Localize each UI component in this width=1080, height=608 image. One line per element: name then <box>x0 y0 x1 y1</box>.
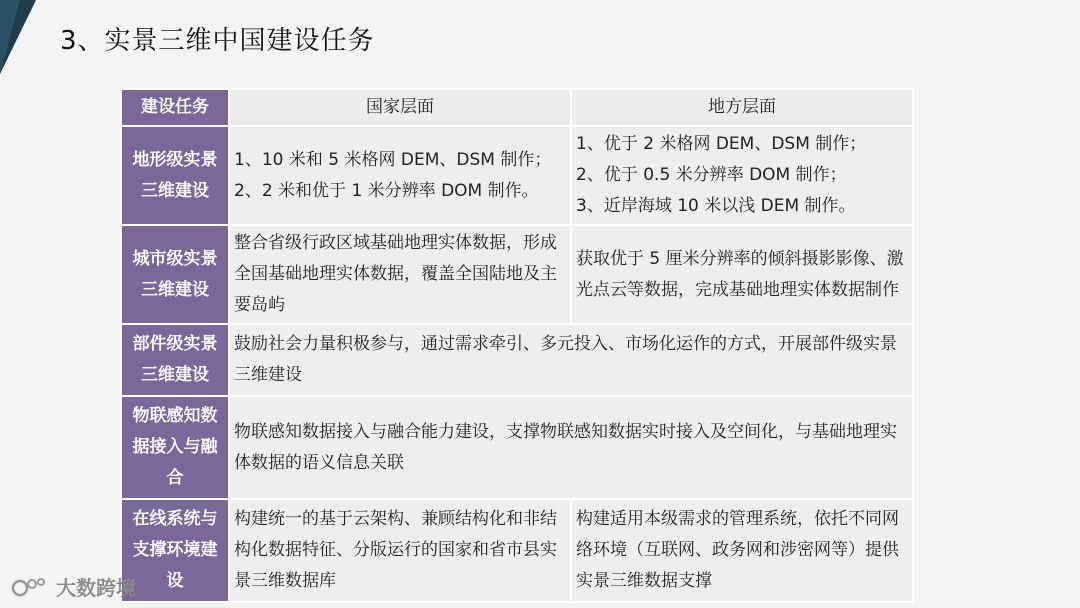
merged-cell: 物联感知数据接入与融合能力建设，支撑物联感知数据实时接入及空间化，与基础地理实体数据的语义信息关联 <box>229 396 913 499</box>
local-cell: 构建适用本级需求的管理系统，依托不同网络环境（互联网、政务网和涉密网等）提供实景三维数据支撑 <box>571 499 913 602</box>
table-row <box>121 396 913 499</box>
row-task: 物联感知数据接入与融合 <box>121 396 229 499</box>
row-task: 地形级实景三维建设 <box>121 126 229 225</box>
local-line: 1、优于 2 米格网 DEM、DSM 制作； <box>576 134 867 154</box>
brand-logo <box>10 572 136 601</box>
national-cell <box>229 126 571 225</box>
national-line: 1、10 米和 5 米格网 DEM、DSM 制作； <box>234 149 552 170</box>
table-header-row <box>121 89 913 126</box>
table-row <box>121 225 913 324</box>
national-line: 2、2 米和优于 1 米分辨率 DOM 制作。 <box>234 180 539 201</box>
task-table <box>120 88 914 603</box>
table-row <box>121 324 913 396</box>
merged-cell: 鼓励社会力量积极参与，通过需求牵引、多元投入、市场化运作的方式，开展部件级实景三维建设 <box>229 324 913 396</box>
national-cell: 整合省级行政区域基础地理实体数据，形成全国基础地理实体数据，覆盖全国陆地及主要岛屿 <box>229 225 571 324</box>
table-row <box>121 499 913 602</box>
logo-icon <box>10 574 50 600</box>
row-task: 部件级实景三维建设 <box>121 324 229 396</box>
local-line: 3、近岸海域 10 米以浅 DEM 制作。 <box>576 196 856 216</box>
local-line: 2、优于 0.5 米分辨率 DOM 制作； <box>576 165 847 185</box>
local-cell <box>571 126 913 225</box>
corner-decoration-inner <box>0 0 20 74</box>
logo-text: 大数跨境 <box>56 576 136 600</box>
header-national: 国家层面 <box>229 89 571 126</box>
row-task: 城市级实景三维建设 <box>121 225 229 324</box>
header-local: 地方层面 <box>571 89 913 126</box>
table-row <box>121 126 913 225</box>
national-cell: 构建统一的基于云架构、兼顾结构化和非结构化数据特征、分版运行的国家和省市县实景三维数据库 <box>229 499 571 602</box>
row-task: 在线系统与支撑环境建设 <box>121 499 229 602</box>
slide-title: 3、实景三维中国建设任务 <box>60 26 375 56</box>
task-table-container <box>120 88 912 603</box>
local-cell: 获取优于 5 厘米分辨率的倾斜摄影影像、激光点云等数据，完成基础地理实体数据制作 <box>571 225 913 324</box>
header-task: 建设任务 <box>121 89 229 126</box>
